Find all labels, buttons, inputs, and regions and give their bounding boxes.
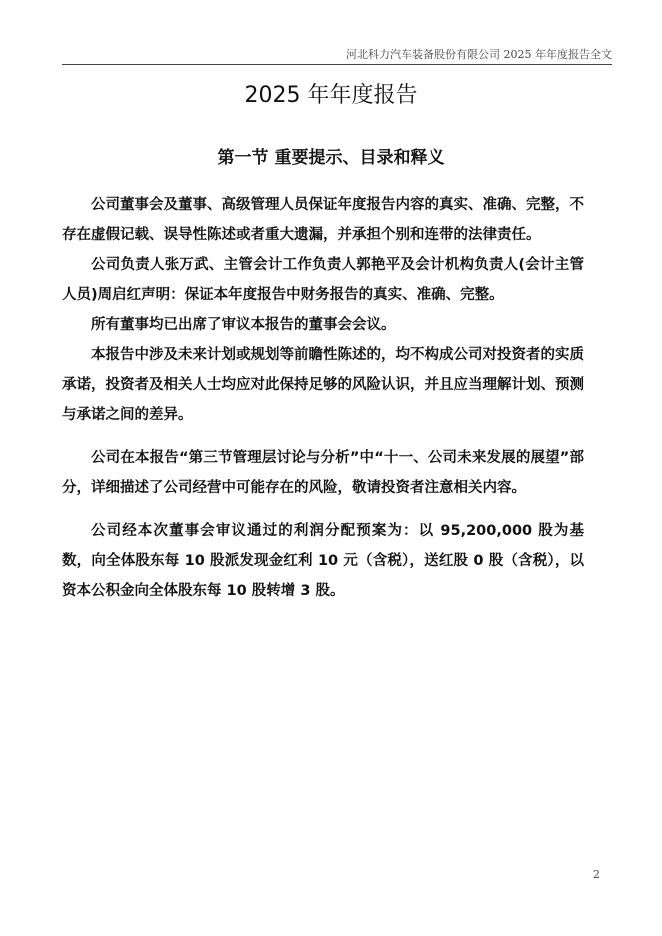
running-header [62, 44, 612, 65]
paragraph-risk-notice: 公司在本报告“第三节管理层讨论与分析”中“十一、公司未来发展的展望”部分，详细描述了公司经营中可能存在的风险，敬请投资者注意相关内容。 [62, 450, 584, 496]
document-body [62, 190, 584, 606]
paragraph-forward-looking: 本报告中涉及未来计划或规划等前瞻性陈述的，均不构成公司对投资者的实质承诺，投资者及相关人士均应对此保持足够的风险认识，并且应当理解计划、预测与承诺之间的差异。 [62, 347, 584, 423]
section-title: 第一节 重要提示、目录和释义 [217, 148, 445, 168]
running-header-text: 河北科力汽车装备股份有限公司 2025 年年度报告全文 [346, 48, 612, 61]
paragraph-profit-distribution: 公司经本次董事会审议通过的利润分配预案为：以 95,200,000 股为基数，向全体股东每 10 股派发现金红利 10 元（含税），送红股 0 股（含税），以资本公积金向全体股东每 10 股转增 3 股。 [62, 523, 584, 599]
paragraph-directors-attendance: 所有董事均已出席了审议本报告的董事会会议。 [91, 317, 396, 333]
paragraph-board-guarantee: 公司董事会及董事、高级管理人员保证年度报告内容的真实、准确、完整，不存在虚假记载、误导性陈述或者重大遗漏，并承担个别和连带的法律责任。 [62, 197, 584, 243]
paragraph-responsible-persons: 公司负责人张万武、主管会计工作负责人郭艳平及会计机构负责人(会计主管人员)周启红声明：保证本年度报告中财务报告的真实、准确、完整。 [62, 257, 584, 303]
document-title: 2025 年年度报告 [244, 83, 418, 108]
page-number: 2 [593, 868, 600, 881]
